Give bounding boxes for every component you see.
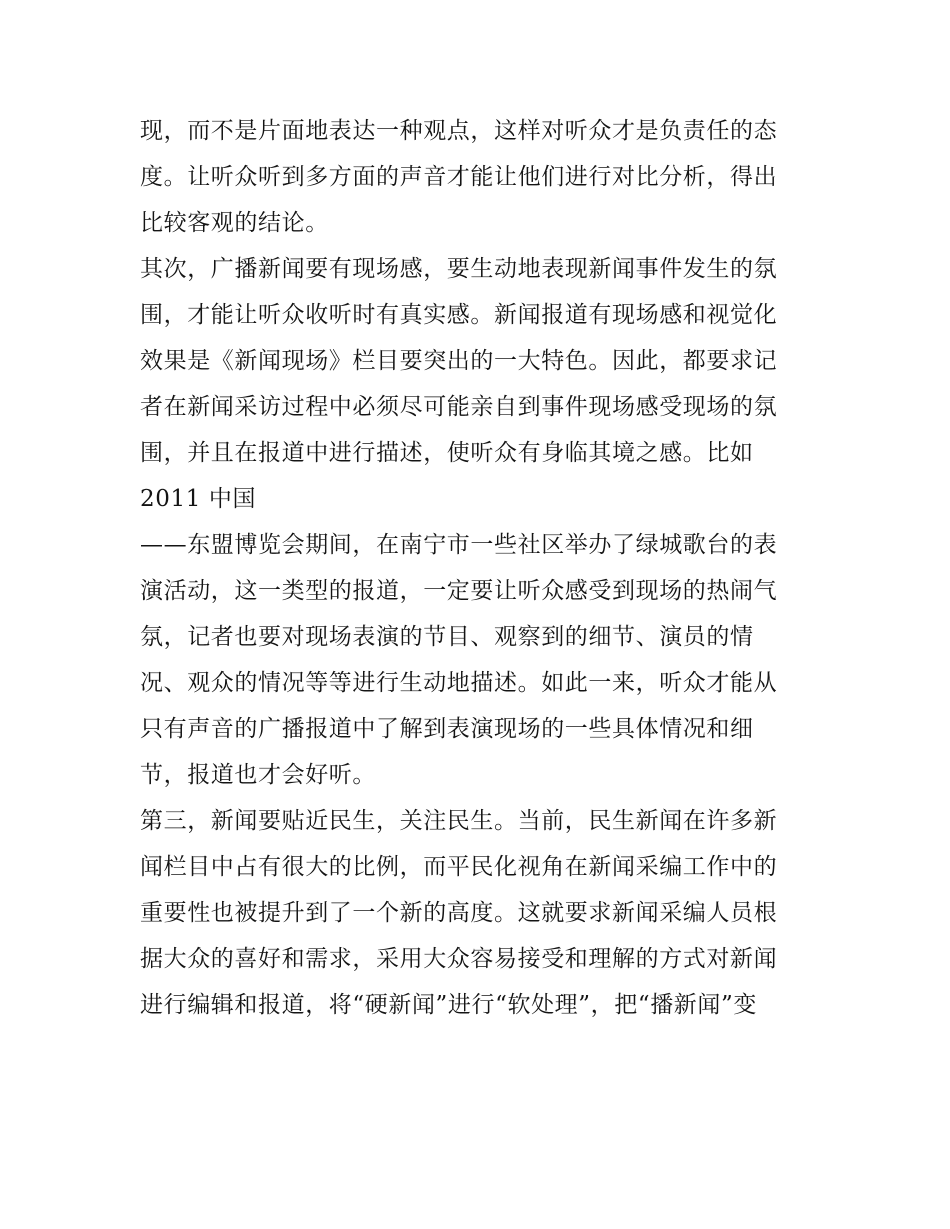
text-line: 效果是《新闻现场》栏目要突出的一大特色。因此，都要求记 <box>140 348 778 374</box>
text-line: 围，并且在报道中进行描述，使听众有身临其境之感。比如 <box>140 440 754 466</box>
text-line: 重要性也被提升到了一个新的高度。这就要求新闻采编人员根 <box>140 900 778 926</box>
text-line: 节，报道也才会好听。 <box>140 762 376 788</box>
text-line: 现，而不是片面地表达一种观点，这样对听众才是负责任的态 <box>140 118 778 144</box>
text-line: 氛，记者也要对现场表演的节目、观察到的细节、演员的情 <box>140 624 754 650</box>
text-line: 比较客观的结论。 <box>140 210 329 236</box>
text-line: 据大众的喜好和需求，采用大众容易接受和理解的方式对新闻 <box>140 946 778 972</box>
text-line: 围，才能让听众收听时有真实感。新闻报道有现场感和视觉化 <box>140 302 778 328</box>
text-line: 其次，广播新闻要有现场感，要生动地表现新闻事件发生的氛 <box>140 256 778 282</box>
text-line: 闻栏目中占有很大的比例，而平民化视角在新闻采编工作中的 <box>140 854 778 880</box>
text-line: 进行编辑和报道，将“硬新闻”进行“软处理”，把“播新闻”变 <box>140 992 757 1018</box>
text-line: 度。让听众听到多方面的声音才能让他们进行对比分析，得出 <box>140 164 778 190</box>
text-line: 只有声音的广播报道中了解到表演现场的一些具体情况和细 <box>140 716 754 742</box>
text-line: ——东盟博览会期间，在南宁市一些社区举办了绿城歌台的表 <box>140 532 778 558</box>
body-text <box>140 108 820 1028</box>
text-line: 演活动，这一类型的报道，一定要让听众感受到现场的热闹气 <box>140 578 778 604</box>
text-line: 者在新闻采访过程中必须尽可能亲自到事件现场感受现场的氛 <box>140 394 778 420</box>
text-line: 2011 中国 <box>140 486 257 512</box>
text-line: 况、观众的情况等等进行生动地描述。如此一来，听众才能从 <box>140 670 778 696</box>
text-line: 第三，新闻要贴近民生，关注民生。当前，民生新闻在许多新 <box>140 808 778 834</box>
